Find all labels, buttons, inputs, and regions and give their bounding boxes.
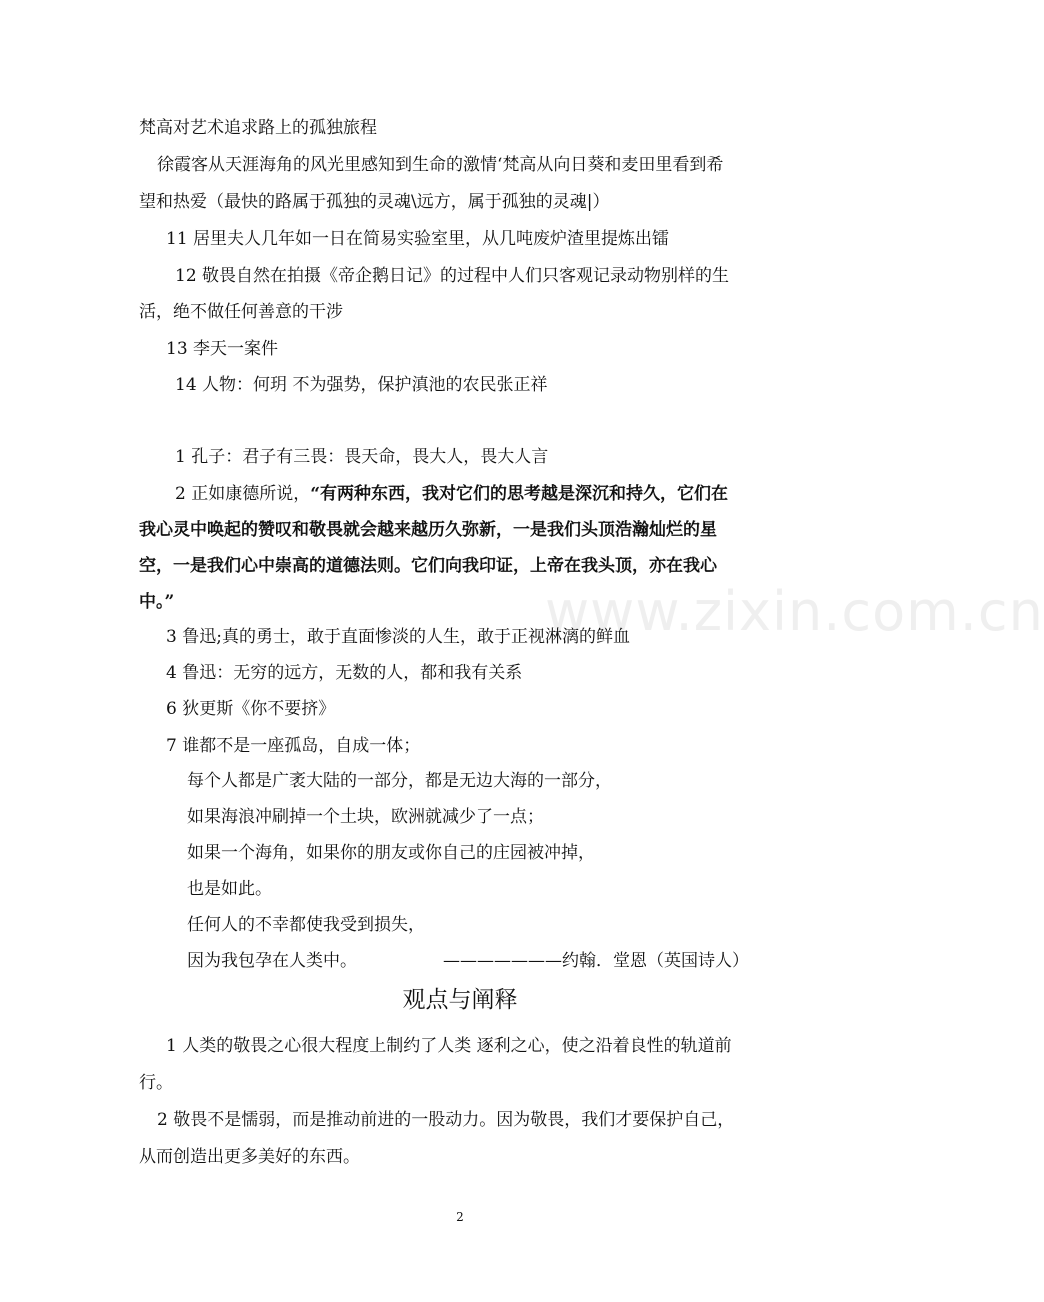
text-line: 活，绝不做任何善意的干涉	[139, 302, 343, 322]
section-heading: 观点与阐释	[402, 987, 518, 1013]
kant-quote-line: 我心灵中唤起的赞叹和敬畏就会越来越历久弥新，一是我们头顶浩瀚灿烂的星	[139, 520, 717, 540]
point-line: 2 敬畏不是懦弱，而是推动前进的一股动力。因为敬畏，我们才要保护自己，	[157, 1110, 735, 1130]
text-line: 6 狄更斯《你不要挤》	[166, 699, 336, 719]
text-line: 13 李天一案件	[166, 339, 279, 359]
page-number: 2	[456, 1210, 464, 1224]
text-line: 12 敬畏自然在拍摄《帝企鹅日记》的过程中人们只客观记录动物别样的生	[175, 266, 730, 286]
text-line: 徐霞客从天涯海角的风光里感知到生命的激情‘梵高从向日葵和麦田里看到希	[157, 155, 724, 175]
text-line: 14 人物：何玥 不为强势，保护滇池的农民张正祥	[175, 375, 548, 395]
poem-line: 任何人的不幸都使我受到损失，	[187, 915, 425, 935]
kant-quote-line: 空，一是我们心中崇高的道德法则。它们向我印证，上帝在我头顶，亦在我心	[139, 556, 717, 576]
poem-attribution: ———————约翰．堂恩（英国诗人）	[443, 951, 749, 971]
point-line: 从而创造出更多美好的东西。	[139, 1147, 360, 1167]
text-line: 1 孔子：君子有三畏：畏天命，畏大人，畏大人言	[175, 447, 549, 467]
text-line: 3 鲁迅;真的勇士，敢于直面惨淡的人生，敢于正视淋漓的鲜血	[166, 627, 630, 647]
text-line: 4 鲁迅：无穷的远方，无数的人，都和我有关系	[166, 663, 523, 683]
point-line: 行。	[139, 1073, 173, 1093]
quote-line	[175, 484, 728, 504]
text-line: 望和热爱（最快的路属于孤独的灵魂\远方，属于孤独的灵魂|）	[139, 192, 610, 212]
point-line: 1 人类的敬畏之心很大程度上制约了人类 逐利之心，使之沿着良性的轨道前	[166, 1036, 732, 1056]
poem-line: 如果一个海角，如果你的朋友或你自己的庄园被冲掉，	[187, 843, 595, 863]
text-line: 梵高对艺术追求路上的孤独旅程	[139, 118, 377, 138]
poem-line: 也是如此。	[187, 879, 272, 899]
text-line: 7 谁都不是一座孤岛，自成一体；	[166, 736, 421, 756]
poem-line: 如果海浪冲刷掉一个土块，欧洲就减少了一点；	[187, 807, 544, 827]
kant-quote-end: 中。”	[139, 592, 175, 612]
poem-line: 因为我包孕在人类中。	[187, 951, 357, 971]
kant-quote-start: “有两种东西，我对它们的思考越是深沉和持久，它们在	[310, 484, 729, 504]
watermark: www.zixin.com.cn	[545, 580, 1044, 643]
quote-intro: 2 正如康德所说，	[175, 484, 311, 504]
poem-line: 每个人都是广袤大陆的一部分，都是无边大海的一部分，	[187, 771, 612, 791]
text-line: 11 居里夫人几年如一日在简易实验室里，从几吨废炉渣里提炼出镭	[166, 229, 670, 249]
